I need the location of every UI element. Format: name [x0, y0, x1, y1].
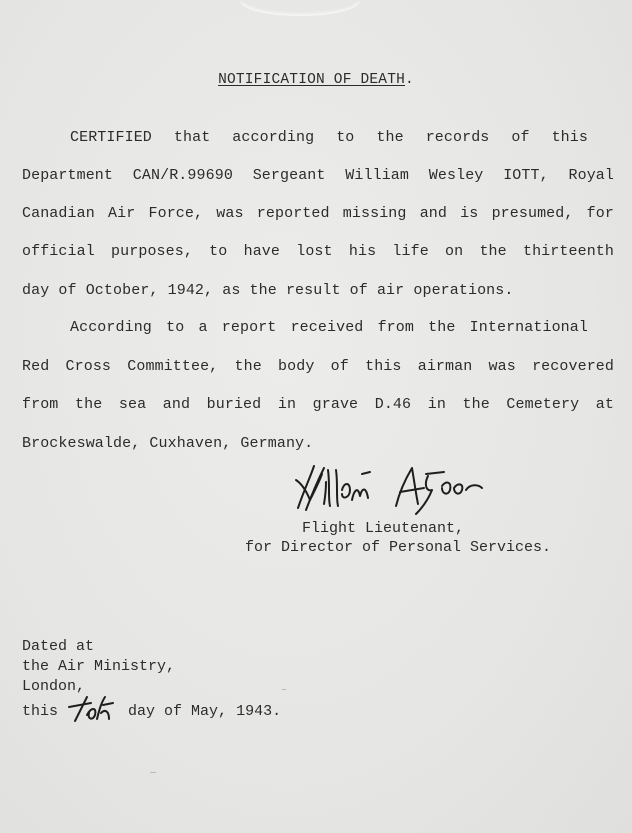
- paragraph1-line-4: official purposes, to have lost his life on the thirteenth: [22, 243, 614, 260]
- embossed-seal: [240, 0, 360, 16]
- paragraph2-line-1: According to a report received from the International: [70, 319, 588, 336]
- handwritten-day-ink: [67, 693, 119, 723]
- dated-line-2: the Air Ministry,: [22, 658, 176, 675]
- paragraph1-line-3: Canadian Air Force, was reported missing and is presumed, for: [22, 205, 614, 222]
- paper-speck: [150, 772, 156, 773]
- date-prefix: this: [22, 703, 59, 720]
- dated-line-1: Dated at: [22, 638, 95, 655]
- dated-line-4: [22, 697, 281, 721]
- handwritten-signature: [292, 460, 492, 520]
- title-text: NOTIFICATION OF DEATH: [218, 72, 406, 88]
- document-title: [0, 72, 632, 88]
- paragraph2-line-3: from the sea and buried in grave D.46 in the Cemetery at: [22, 396, 614, 413]
- paragraph2-line-2: Red Cross Committee, the body of this airman was recovered: [22, 358, 614, 375]
- paragraph1-line-2: Department CAN/R.99690 Sergeant William Wesley IOTT, Royal: [22, 167, 614, 184]
- signatory-office: for Director of Personal Services.: [245, 539, 552, 556]
- title-period: .: [405, 72, 414, 88]
- signatory-title: Flight Lieutenant,: [302, 520, 465, 537]
- dated-line-3: London,: [22, 678, 86, 695]
- paragraph1-line-1: CERTIFIED that according to the records of this: [70, 129, 588, 146]
- date-suffix: day of May, 1943.: [128, 703, 282, 720]
- paragraph1-line-5: day of October, 1942, as the result of air operations.: [22, 282, 514, 299]
- handwritten-day: [67, 697, 119, 721]
- paragraph2-line-4: Brockeswalde, Cuxhaven, Germany.: [22, 435, 314, 452]
- paper-speck: [282, 689, 286, 690]
